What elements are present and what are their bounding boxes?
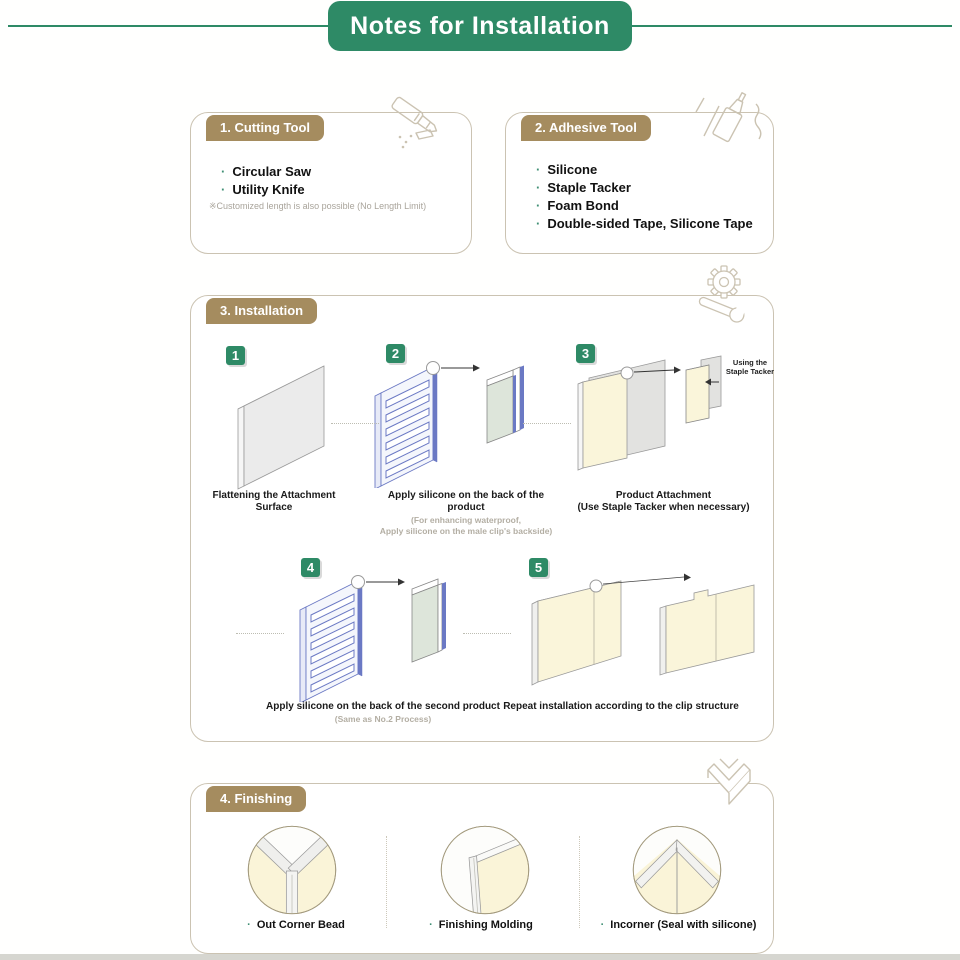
dotted-separator [236,633,284,634]
step-number-badge: 1 [226,346,245,365]
step4-silicone-second-illustration [286,562,476,702]
step1-caption: Flattening the Attachment Surface [212,490,336,513]
tool-item: · Staple Tacker [536,179,753,197]
out-corner-bead-illustration [245,823,339,917]
utility-knife-icon [370,88,450,152]
tool-item: · Circular Saw [221,163,311,181]
finishing-section [190,783,774,954]
incorner-illustration [630,823,724,917]
step1-flat-surface-illustration [216,351,366,491]
cutting-tool-list [221,163,311,199]
dotted-separator [579,836,580,928]
page-bottom-strip [0,954,960,960]
step-number-badge: 2 [386,344,405,363]
dotted-separator [331,423,379,424]
step4-caption: Apply silicone on the back of the second product (Same as No.2 Process) [266,701,500,724]
dotted-separator [523,423,571,424]
dotted-separator [463,633,511,634]
finishing-item-caption: · Incorner (Seal with silicone) [586,919,771,931]
tool-item: · Foam Bond [536,197,753,215]
finishing-heading: 4. Finishing [206,786,306,812]
dotted-separator [386,836,387,928]
tool-item: · Utility Knife [221,181,311,199]
step-number-badge: 4 [301,558,320,577]
length-note: ※Customized length is also possible (No Length Limit) [209,201,427,211]
installation-section [190,295,774,742]
step2-silicone-back-illustration [361,348,551,488]
adhesive-tool-list [536,161,753,233]
finishing-item-caption: · Out Corner Bead [201,919,391,931]
staple-tacker-annotation: Using the Staple Tacker [725,358,775,376]
step-number-badge: 5 [529,558,548,577]
corner-trim-icon [702,756,758,812]
step2-caption: Apply silicone on the back of the product (For enhancing waterproof, Apply silicone on the male clip's backside) [379,490,553,536]
finishing-molding-illustration [438,823,532,917]
page-title: Notes for Installation [328,1,632,51]
step3-caption: Product Attachment (Use Staple Tacker when necessary) [577,490,750,513]
silicone-tube-icon [692,84,772,154]
step5-repeat-clip-illustration [516,564,766,689]
finishing-item-caption: · Finishing Molding [386,919,576,931]
gear-wrench-icon [692,262,756,324]
step5-caption: Repeat installation according to the clip structure [503,701,739,712]
adhesive-tool-heading: 2. Adhesive Tool [521,115,651,141]
step-number-badge: 3 [576,344,595,363]
tool-item: · Silicone [536,161,753,179]
cutting-tool-heading: 1. Cutting Tool [206,115,324,141]
tool-item: · Double-sided Tape, Silicone Tape [536,215,753,233]
installation-heading: 3. Installation [206,298,317,324]
